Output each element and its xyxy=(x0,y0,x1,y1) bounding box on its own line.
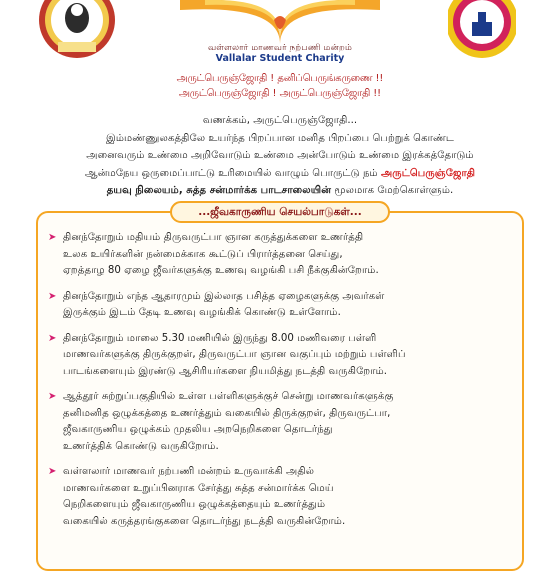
intro-highlight-name: அருட்பெருஞ்ஜோதி xyxy=(380,167,476,179)
list-item-line: மாணவர்களை உறுப்பினராக சேர்த்து சுத்த சன்மார்க்க மெய் xyxy=(63,482,334,494)
list-item-line: ஆத்தூர் சுற்றுப்பகுதியில் உள்ள பள்ளிகளுக்குச் சென்று மாணவர்களுக்கு xyxy=(63,391,394,402)
activities-title: ...ஜீவகாருணிய செயல்பாடுகள்... xyxy=(170,201,390,223)
bullet-arrow-icon: ➤ xyxy=(48,332,57,344)
intro-highlight-institution: தயவு நிலையம், சுத்த சன்மார்க்க பாடசாலையின் xyxy=(106,185,332,196)
intro-line-1: இம்மண்ணுலகத்திலே உயர்ந்த பிறப்பான மனித பிறப்பை பெற்றுக் கொண்ட xyxy=(105,132,455,144)
list-item-line: உலக உயிர்களின் நன்மைக்காக கூட்டுப் பிரார்த்தனை செய்து, xyxy=(63,248,343,260)
bullet-arrow-icon: ➤ xyxy=(48,466,57,477)
invocation-line-2: அருட்பெருஞ்ஜோதி ! அருட்பெருஞ்ஜோதி !! xyxy=(178,88,382,99)
invocation-line-1: அருட்பெருஞ்ஜோதி ! தனிப்பெருங்கருணை !! xyxy=(176,73,384,84)
organization-name-tamil: வள்ளலார் மாணவர் நற்பணி மன்றம் xyxy=(207,43,353,53)
list-item xyxy=(48,289,518,322)
list-item-line: நெறிகளையும் ஜீவகாருணிய ஒழுக்கத்தையும் உணர்த்தும் xyxy=(63,499,326,510)
list-item-line: தினந்தோறும் மதியம் திருவருட்பா ஞான கருத்துக்களை உணர்த்தி xyxy=(63,232,364,243)
list-item-line: தினந்தோறும் மாலை 5.30 மணியில் இருந்து 8.00 மணிவரை பள்ளி xyxy=(63,332,377,344)
list-item-line: மாணவர்களுக்கு திருக்குறள், திருவருட்பா ஞான வகுப்பும் மற்றும் பள்ளிப் xyxy=(63,349,406,360)
greeting: வணக்கம், அருட்பெருஞ்ஜோதி... xyxy=(202,115,358,126)
list-item-line: தினந்தோறும் எந்த ஆதாரமும் இல்லாத பசித்த ஏழைகளுக்கு அவர்கள் xyxy=(63,290,385,302)
list-item-line: வள்ளலார் மாணவர் நற்பணி மன்றம் உருவாக்கி அதில் xyxy=(63,466,315,477)
bullet-arrow-icon: ➤ xyxy=(48,391,57,402)
list-item-line: பாடங்களையும் இரண்டு ஆசிரியர்களை நியமித்து நடத்தி வருகிறோம். xyxy=(63,365,388,377)
organization-name-english: Vallalar Student Charity xyxy=(215,53,345,64)
list-item xyxy=(48,389,518,455)
list-item-line: ஏறத்தாழ 80 ஏழை ஜீவர்களுக்கு உணவு வழங்கி பசி நீக்குகின்றோம். xyxy=(63,265,379,276)
activities-list xyxy=(48,230,518,539)
open-book-logo xyxy=(150,0,410,44)
intro-line-3 xyxy=(40,165,520,183)
bullet-arrow-icon: ➤ xyxy=(48,290,57,302)
intro-line-4-text: மூலமாக மேற்கொள்ளும். xyxy=(334,185,454,196)
list-item xyxy=(48,331,518,381)
list-item-line: இருக்கும் இடம் தேடி உணவு வழங்கிக் கொண்டு உள்ளோம். xyxy=(63,307,341,318)
intro-line-2: அனைவரும் உண்மை அறிவோடும் உண்மை அன்போடும் உண்மை இரக்கத்தோடும் xyxy=(86,150,474,161)
intro-line-3-text: ஆன்மநேய ஒருமைப்பாட்டு உரிமையில் வாழும் பொருட்டு நம் xyxy=(84,167,378,179)
list-item xyxy=(48,464,518,530)
list-item xyxy=(48,230,518,280)
list-item-line: ஜீவகாருணிய ஒழுக்கம் முதலிய அறநெறிகளை தொடர்ந்து xyxy=(63,424,333,435)
list-item-line: தனிமனித ஒழுக்கத்தை உணர்த்தும் வகையில் திருக்குறள், திருவருட்பா, xyxy=(63,407,391,419)
list-item-line: உணர்த்திக் கொண்டு வருகிறோம். xyxy=(63,440,219,452)
intro-line-4 xyxy=(40,182,520,200)
list-item-line: வகையில் கருத்தரங்குகளை தொடர்ந்து நடத்தி வருகின்றோம். xyxy=(63,515,346,527)
intro-paragraph xyxy=(40,112,520,200)
bullet-arrow-icon: ➤ xyxy=(48,232,57,243)
